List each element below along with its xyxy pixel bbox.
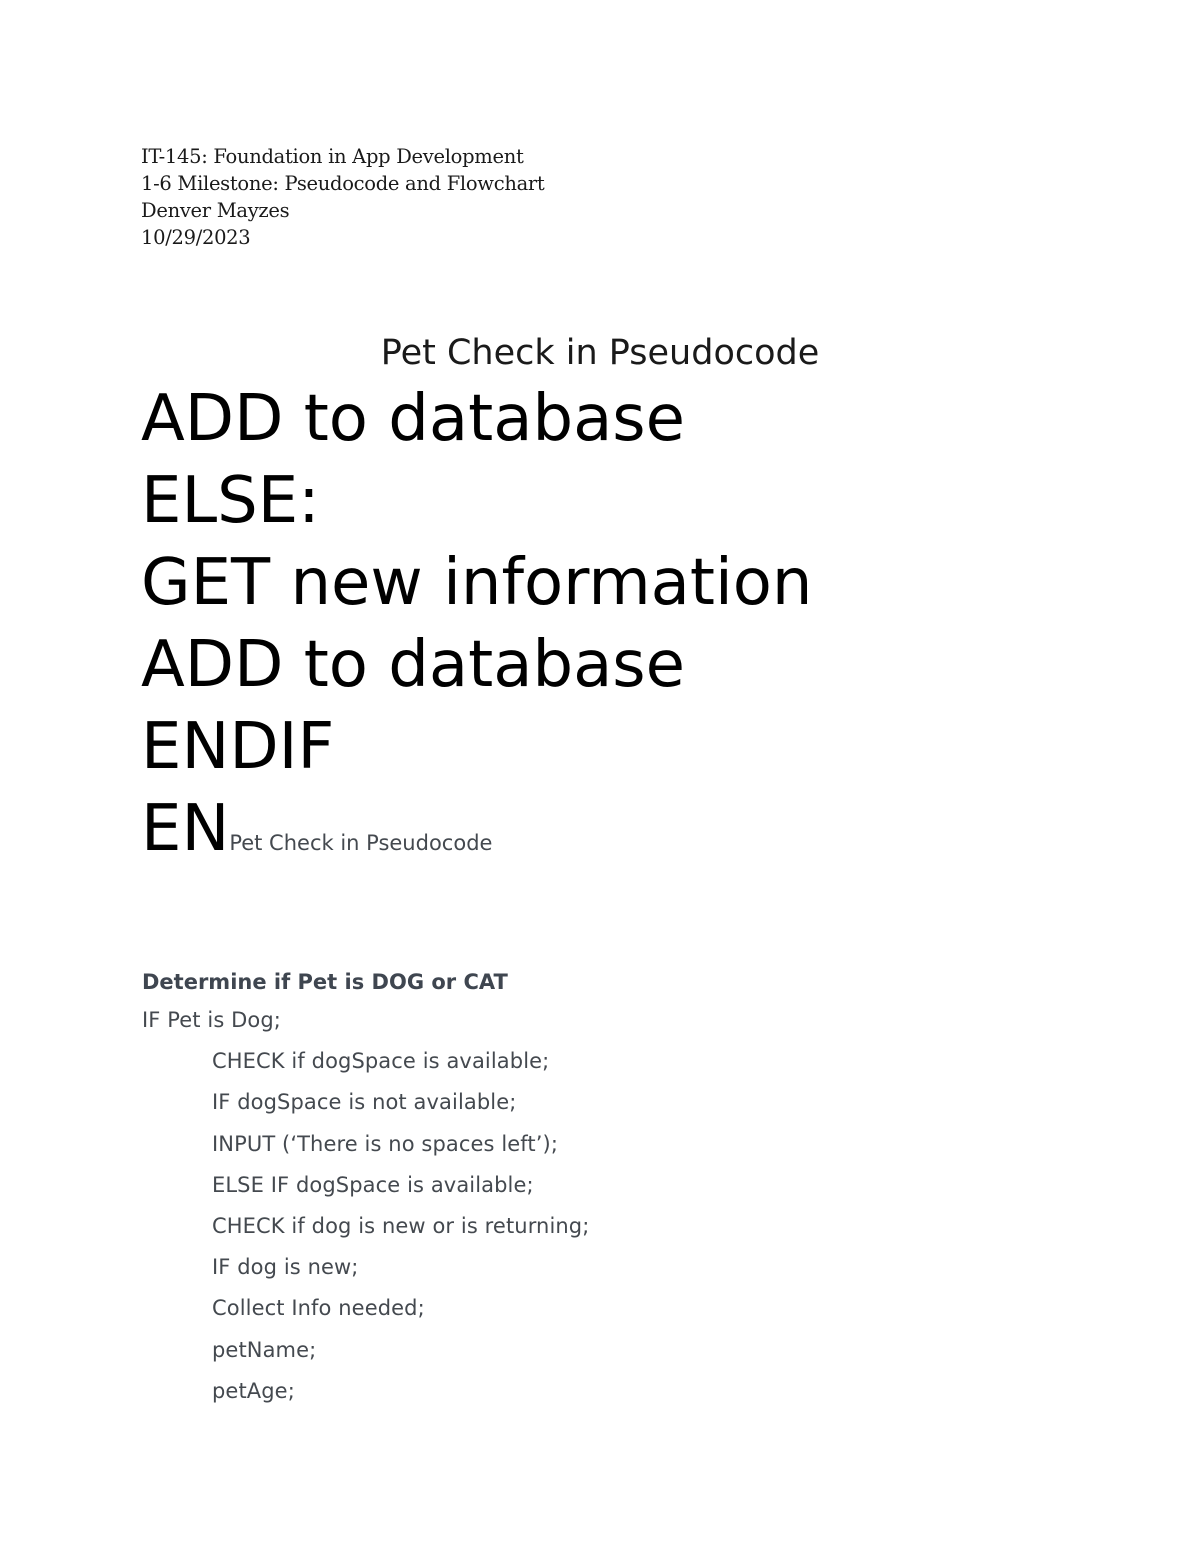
document-title [0, 331, 1200, 375]
code-line: CHECK if dog is new or is returning; [212, 1214, 590, 1239]
code-line: INPUT (‘There is no spaces left’); [212, 1131, 558, 1156]
code-line: ELSE IF dogSpace is available; [212, 1172, 534, 1197]
code-line: IF Pet is Dog; [142, 1008, 281, 1032]
document-date: 10/29/2023 [141, 226, 251, 249]
overlay-line: ENDIF [141, 710, 335, 784]
overlay-line: ADD to database [141, 382, 685, 456]
assignment-title: 1-6 Milestone: Pseudocode and Flowchart [141, 172, 545, 195]
overlay-pseudocode-block [141, 378, 812, 884]
overlay-line: ADD to database [141, 628, 685, 702]
code-line: petName; [212, 1337, 317, 1362]
author-name: Denver Mayzes [141, 199, 290, 222]
overlay-line: ELSE: [141, 464, 320, 538]
overlay-line: GET new information [141, 546, 813, 620]
code-line: IF dog is new; [212, 1255, 359, 1280]
overlay-line-text: EN [141, 792, 230, 866]
code-line: CHECK if dogSpace is available; [212, 1049, 550, 1074]
overlay-line-last [141, 788, 812, 884]
course-title: IT-145: Foundation in App Development [141, 145, 524, 168]
overlay-inline-title: Pet Check in Pseudocode [229, 831, 493, 855]
code-line: IF dogSpace is not available; [212, 1090, 517, 1115]
pseudocode-section [142, 964, 589, 1412]
code-line: petAge; [212, 1378, 295, 1403]
document-header [141, 143, 544, 251]
document-title-text: Pet Check in Pseudocode [380, 333, 820, 373]
code-line: Collect Info needed; [212, 1296, 425, 1321]
section-heading: Determine if Pet is DOG or CAT [142, 970, 508, 994]
